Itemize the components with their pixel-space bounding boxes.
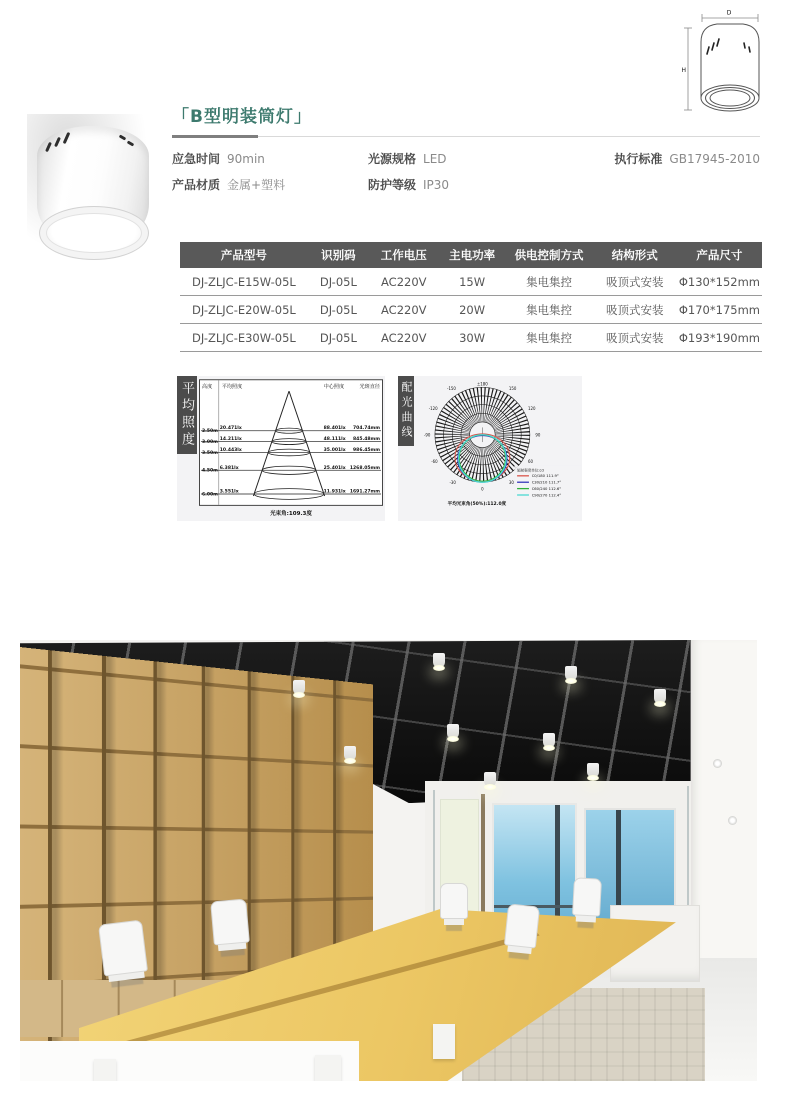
cone-col-center: 中心照度 <box>323 384 345 391</box>
table-header-row <box>180 242 762 268</box>
spec-row <box>172 172 760 198</box>
ceiling-downlight <box>433 653 445 668</box>
cone-col-avg: 平均照度 <box>221 384 243 391</box>
angle-label: -150 <box>447 386 456 391</box>
row-avg: 3.551lx <box>219 489 239 495</box>
cylinder-outline <box>701 24 759 111</box>
cell: Φ193*190mm <box>677 324 762 352</box>
photo-chair <box>440 883 468 919</box>
legend-entry: C0/180 111.9° <box>531 474 559 479</box>
cell: 吸顶式安装 <box>593 324 677 352</box>
cell: 20W <box>439 296 506 324</box>
cone-col-spot: 光斑直径 <box>359 384 381 391</box>
photo-chair <box>572 877 602 916</box>
application-photo <box>20 640 757 1081</box>
photo-right-wall <box>691 640 757 988</box>
col-header: 产品尺寸 <box>677 242 762 268</box>
cell: DJ-05L <box>308 268 369 296</box>
row-avg: 20.471lx <box>219 426 242 432</box>
recessed-light <box>728 816 737 825</box>
row-avg: 6.381lx <box>219 465 239 471</box>
dim-d-label: D <box>726 9 732 17</box>
cell: Φ130*152mm <box>677 268 762 296</box>
cell-model: DJ-ZLJC-E15W-05L <box>180 268 308 296</box>
downlight-lens <box>39 206 149 260</box>
angle-label: -120 <box>428 406 438 412</box>
product-photo <box>33 120 155 264</box>
table-row <box>180 324 762 352</box>
angle-label: 90 <box>535 432 541 438</box>
photo-chair <box>504 903 540 948</box>
page-title: 「B型明装筒灯」 <box>172 107 312 127</box>
divider-accent-segment <box>172 135 258 138</box>
row-spot: 704.74mm <box>353 426 381 432</box>
row-avg: 10.443lx <box>219 447 242 453</box>
cell: DJ-05L <box>308 296 369 324</box>
cell-model: DJ-ZLJC-E30W-05L <box>180 324 308 352</box>
col-header: 识别码 <box>308 242 369 268</box>
angle-label: 30 <box>508 480 514 486</box>
legend <box>514 466 581 500</box>
cell: 15W <box>439 268 506 296</box>
spec-list <box>172 146 760 198</box>
cell: DJ-05L <box>308 324 369 352</box>
cell: AC220V <box>369 268 439 296</box>
angle-label: 60 <box>528 459 534 465</box>
angle-label: 120 <box>528 406 536 412</box>
row-height: 2.50m <box>201 429 218 435</box>
table-leg <box>94 1059 116 1081</box>
distribution-diagram-panel <box>398 376 582 521</box>
table-leg <box>315 1055 341 1081</box>
polar-curve-chart <box>413 378 581 507</box>
illuminance-cone-chart <box>199 379 383 518</box>
col-header: 工作电压 <box>369 242 439 268</box>
row-height: 3.00m <box>201 440 218 446</box>
title-divider <box>172 136 760 137</box>
col-header: 产品型号 <box>180 242 308 268</box>
illuminance-diagram-panel <box>177 376 385 521</box>
row-spot: 845.48mm <box>353 437 381 443</box>
cell: 吸顶式安装 <box>593 268 677 296</box>
recessed-light <box>713 759 722 768</box>
ceiling-downlight <box>565 666 577 681</box>
table-leg <box>433 1024 455 1059</box>
row-center: 88.401lx <box>323 426 346 432</box>
cell: 30W <box>439 324 506 352</box>
cell: 集电集控 <box>506 296 593 324</box>
ceiling-downlight <box>543 733 555 748</box>
cell: 集电集控 <box>506 268 593 296</box>
table-front-panel <box>20 1041 359 1081</box>
row-center: 35.001lx <box>323 447 346 453</box>
row-height: 3.50m <box>201 450 218 456</box>
ceiling-downlight <box>344 746 356 761</box>
spec-emergency-time: 应急时间 90min <box>172 152 265 166</box>
row-height: 4.50m <box>201 468 218 474</box>
table-row <box>180 296 762 324</box>
cell: AC220V <box>369 296 439 324</box>
ceiling-downlight <box>654 689 666 704</box>
row-center: 11.931lx <box>323 489 346 495</box>
legend-entry: C60/240 112.6° <box>531 486 562 491</box>
avg-beam-angle-label: 平均光束角(50%):112.0度 <box>447 502 507 507</box>
row-center: 25.401lx <box>323 465 346 471</box>
photo-chair <box>98 920 148 977</box>
table-row <box>180 268 762 296</box>
row-height: 6.00m <box>201 492 218 498</box>
legend-title: 辐射强度单位:cd <box>517 468 544 473</box>
cell: AC220V <box>369 324 439 352</box>
col-header: 供电控制方式 <box>506 242 593 268</box>
col-header: 主电功率 <box>439 242 506 268</box>
spec-light-source: 光源规格 LED <box>368 152 447 166</box>
cell-model: DJ-ZLJC-E20W-05L <box>180 296 308 324</box>
angle-label: -90 <box>423 432 431 438</box>
row-center: 48.111lx <box>323 437 346 443</box>
ceiling-downlight <box>484 772 496 787</box>
angle-label: 0 <box>481 486 484 492</box>
legend-entry: C30/210 111.7° <box>531 480 562 485</box>
legend-entry: C90/270 112.4° <box>531 493 562 498</box>
cone-col-height: 高度 <box>201 384 213 391</box>
photo-chair <box>210 899 250 946</box>
cell: 集电集控 <box>506 324 593 352</box>
row-spot: 986.45mm <box>353 447 381 453</box>
col-header: 结构形式 <box>593 242 677 268</box>
cell: 吸顶式安装 <box>593 296 677 324</box>
diagram-side-label: 平均照度 <box>177 376 197 454</box>
angle-label: 150 <box>508 386 517 391</box>
ceiling-downlight <box>293 680 305 695</box>
angle-label: ±180 <box>477 381 488 387</box>
technical-drawing <box>681 8 765 118</box>
angle-label: -60 <box>431 459 438 465</box>
dim-h-label: H <box>681 67 687 74</box>
dimension-lines <box>681 14 758 110</box>
spec-ip-rating: 防护等级 IP30 <box>368 178 450 192</box>
ceiling-downlight <box>587 763 599 778</box>
row-spot: 1691.27mm <box>349 489 381 495</box>
spec-material: 产品材质 金属+塑料 <box>172 178 286 192</box>
cell: Φ170*175mm <box>677 296 762 324</box>
vent-marks <box>707 39 750 54</box>
row-avg: 14.211lx <box>219 437 242 443</box>
angle-label: -30 <box>449 480 456 486</box>
ceiling-downlight <box>447 724 459 739</box>
beam-angle-label: 光束角:109.3度 <box>270 510 312 517</box>
spec-standard: 执行标准 GB17945-2010 <box>614 152 760 166</box>
product-table <box>180 242 762 352</box>
diagram-side-label: 配光曲线 <box>398 376 414 446</box>
row-spot: 1268.05mm <box>349 465 381 471</box>
spec-row <box>172 146 760 172</box>
